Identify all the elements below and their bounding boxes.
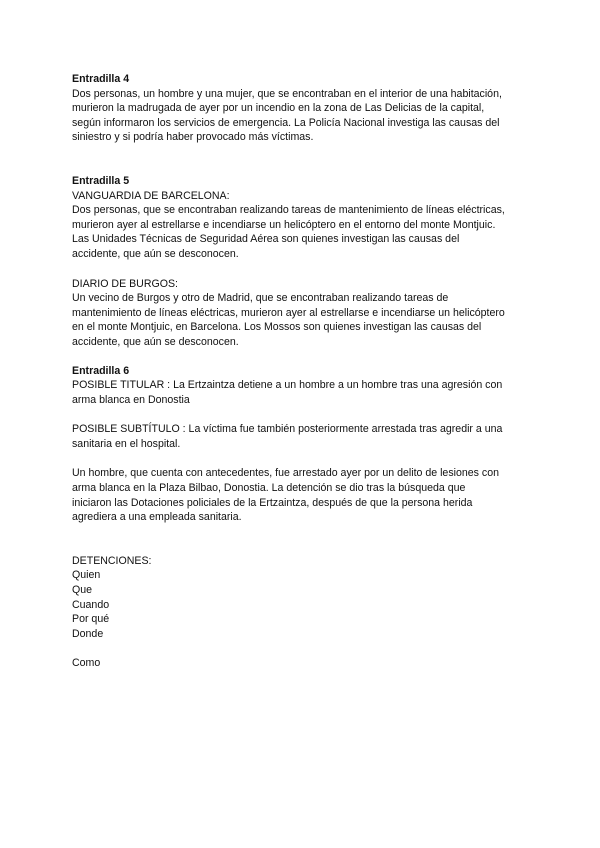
detenciones-item: Que [72, 584, 93, 597]
burgos-line: Un vecino de Burgos y otro de Madrid, que se encontraban realizando tareas de [72, 292, 449, 305]
titular-line: arma blanca en Donostia [72, 393, 190, 406]
entradilla-4-section [72, 72, 532, 145]
detenciones-item-last: Como [72, 657, 101, 670]
detenciones-section [72, 554, 532, 671]
burgos-line: mantenimiento de líneas eléctricas, murieron ayer al estrellarse e incendiarse un helicóptero [72, 306, 505, 319]
vanguardia-line: Las Unidades Técnicas de Seguridad Aérea son quienes investigan las causas del [72, 233, 460, 246]
titular-line: POSIBLE TITULAR : La Ertzaintza detiene a un hombre a un hombre tras una agresión con [72, 379, 503, 392]
body-line: agrediera a una empleada sanitaria. [72, 511, 242, 524]
body-line: arma blanca en la Plaza Bilbao, Donostia. La detención se dio tras la búsqueda que [72, 482, 466, 495]
entradilla-4-line: Dos personas, un hombre y una mujer, que se encontraban en el interior de una habitación, [72, 87, 502, 100]
detenciones-item: Donde [72, 627, 104, 640]
vanguardia-line: accidente, que aún se desconocen. [72, 247, 239, 260]
vanguardia-label: VANGUARDIA DE BARCELONA: [72, 189, 230, 202]
entradilla-5-section [72, 174, 532, 350]
body-line: iniciaron las Dotaciones policiales de la Ertzaintza, después de que la persona herida [72, 496, 473, 509]
entradilla-4-line: según informaron los servicios de emergencia. La Policía Nacional investiga las causas del [72, 116, 500, 129]
document-page [72, 72, 532, 671]
burgos-line: en el monte Montjuic, en Barcelona. Los Mossos son quienes investigan las causas del [72, 321, 482, 334]
entradilla-6-heading: Entradilla 6 [72, 364, 130, 377]
entradilla-5-heading: Entradilla 5 [72, 174, 130, 187]
detenciones-item: Cuando [72, 598, 110, 611]
body-line: Un hombre, que cuenta con antecedentes, fue arrestado ayer por un delito de lesiones con [72, 467, 499, 480]
detenciones-label: DETENCIONES: [72, 554, 152, 567]
entradilla-6-section [72, 364, 532, 525]
vanguardia-line: murieron ayer al estrellarse e incendiarse un helicóptero en el entorno del monte Montjuic. [72, 218, 496, 231]
entradilla-4-heading: Entradilla 4 [72, 73, 130, 85]
burgos-label: DIARIO DE BURGOS: [72, 277, 178, 290]
entradilla-4-line: murieron la madrugada de ayer por un incendio en la zona de Las Delicias de la capital, [72, 102, 485, 115]
subtitulo-line: POSIBLE SUBTÍTULO : La víctima fue también posteriormente arrestada tras agredir a una [72, 423, 503, 436]
detenciones-item: Quien [72, 569, 101, 582]
detenciones-item: Por qué [72, 613, 110, 626]
burgos-line: accidente, que aún se desconocen. [72, 335, 239, 348]
subtitulo-line: sanitaria en el hospital. [72, 437, 181, 450]
vanguardia-line: Dos personas, que se encontraban realizando tareas de mantenimiento de líneas eléctricas, [72, 204, 505, 217]
entradilla-4-line: siniestro y si podría haber provocado más víctimas. [72, 131, 314, 144]
